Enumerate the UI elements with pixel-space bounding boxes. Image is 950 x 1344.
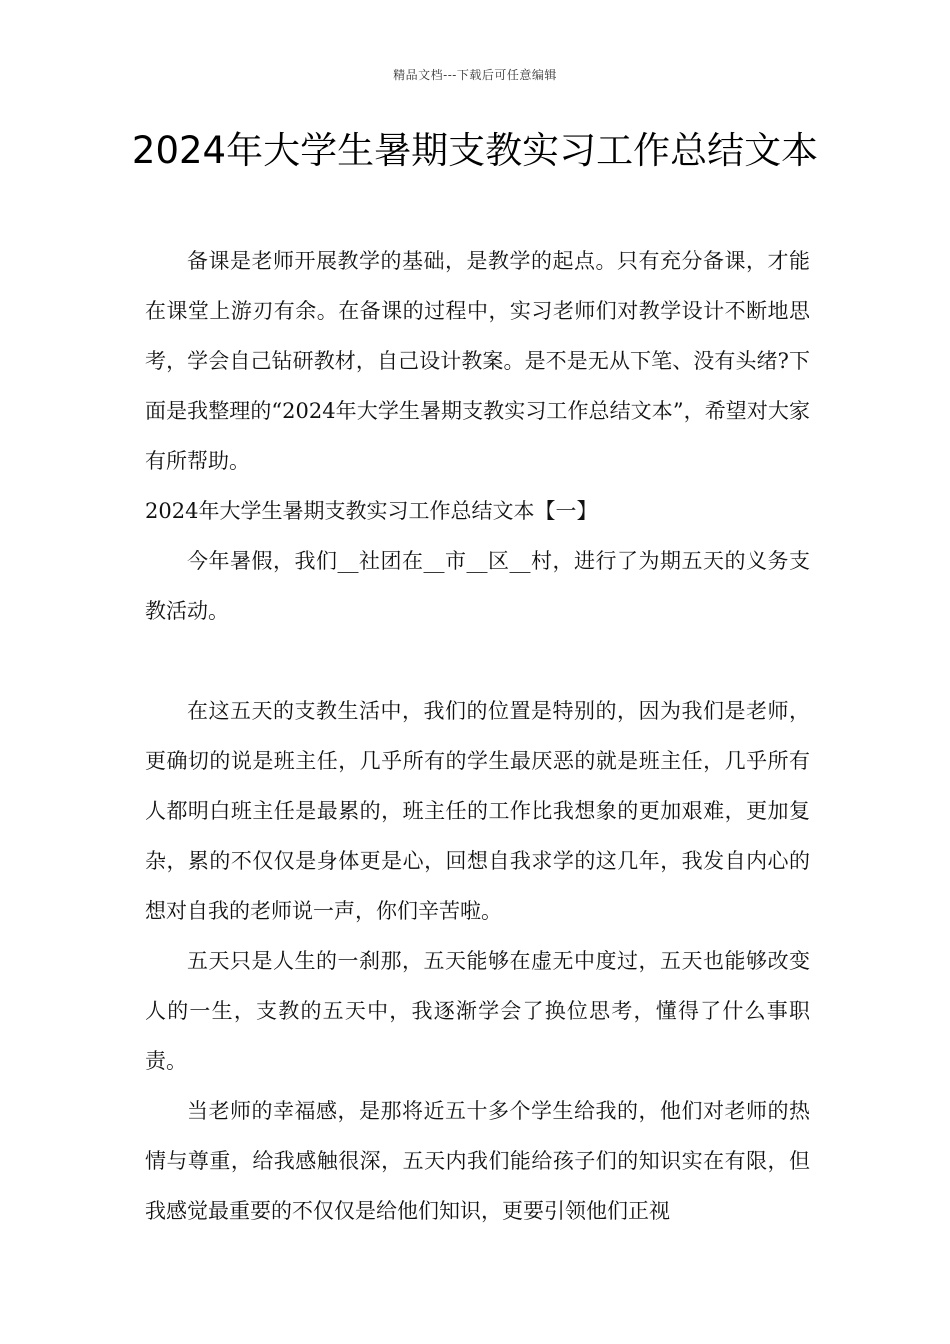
header-note: 精品文档---下载后可任意编辑 [393, 68, 557, 82]
document-title: 2024年大学生暑期支教实习工作总结文本 [131, 129, 819, 172]
blank-line [145, 636, 810, 686]
document-body [145, 236, 810, 1236]
body-paragraph-3: 五天只是人生的一刹那，五天能够在虚无中度过，五天也能够改变人的一生，支教的五天中，我逐渐学会了换位思考，懂得了什么事职责。 [145, 949, 810, 1073]
body-paragraph-1: 今年暑假，我们__社团在__市__区__村，进行了为期五天的义务支教活动。 [145, 549, 810, 623]
section-heading: 2024年大学生暑期支教实习工作总结文本【一】 [145, 499, 598, 523]
body-paragraph-2: 在这五天的支教生活中，我们的位置是特别的，因为我们是老师，更确切的说是班主任，几乎所有的学生最厌恶的就是班主任，几乎所有人都明白班主任是最累的，班主任的工作比我想象的更加艰难，更加复杂，累的不仅仅是身体更是心，回想自我求学的这几年，我发自内心的想对自我的老师说一声，你们辛苦啦。 [145, 699, 810, 923]
body-paragraph-4: 当老师的幸福感，是那将近五十多个学生给我的，他们对老师的热情与尊重，给我感触很深，五天内我们能给孩子们的知识实在有限，但我感觉最重要的不仅仅是给他们知识，更要引领他们正视 [145, 1099, 810, 1223]
intro-paragraph: 备课是老师开展教学的基础，是教学的起点。只有充分备课，才能在课堂上游刃有余。在备课的过程中，实习老师们对教学设计不断地思考，学会自己钻研教材，自己设计教案。是不是无从下笔、没有头绪?下面是我整理的“2024年大学生暑期支教实习工作总结文本”，希望对大家有所帮助。 [145, 249, 810, 473]
